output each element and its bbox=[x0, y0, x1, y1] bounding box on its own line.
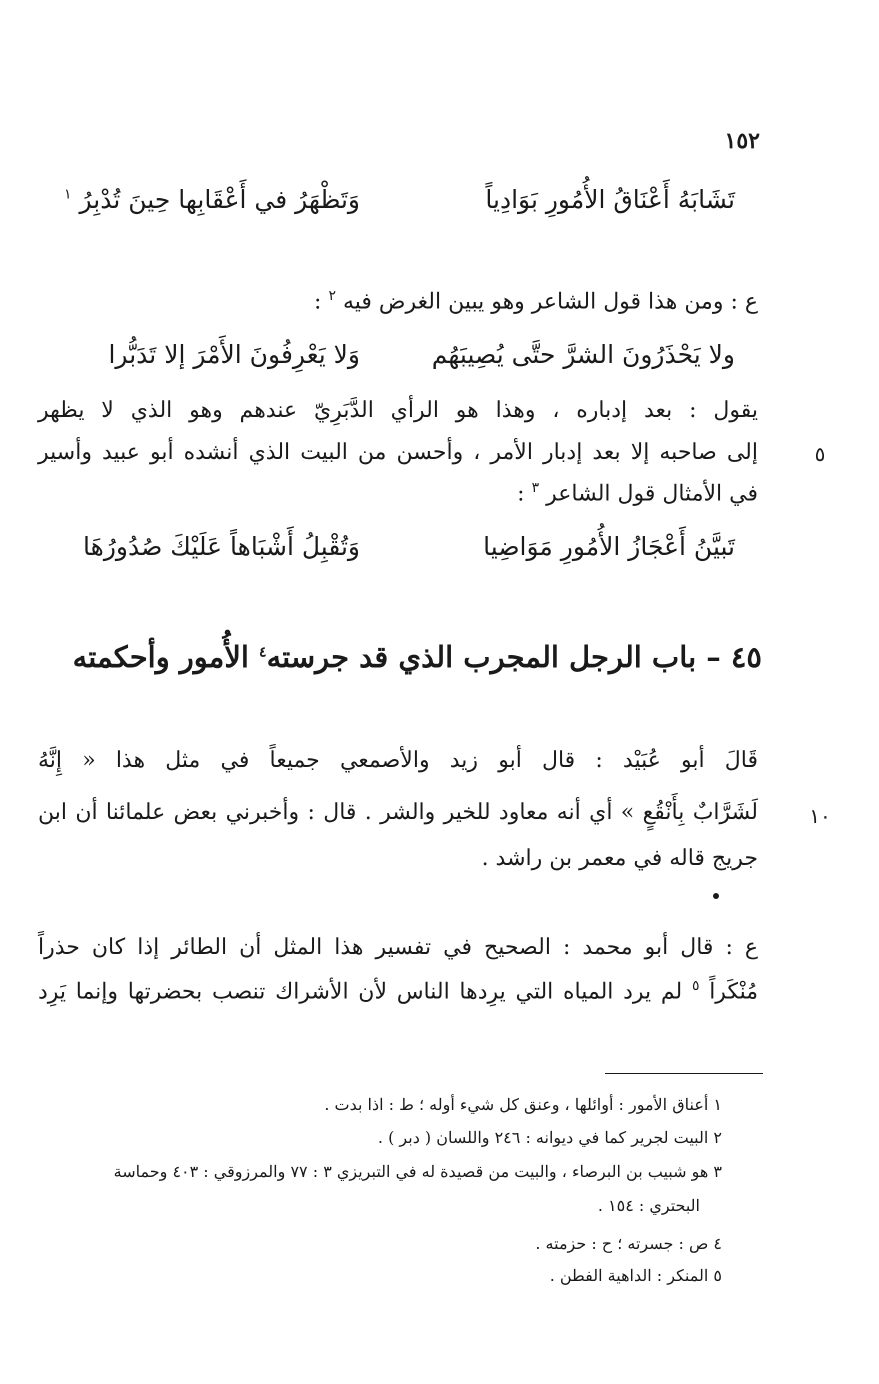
verse-1-second-hemistich bbox=[60, 185, 360, 214]
paragraph-1-line-1 bbox=[200, 288, 758, 314]
footnote-1-text: أعناق الأمور : أوائلها ، وعنق كل شيء أوله ؛ ط : اذا بدت . bbox=[324, 1095, 709, 1114]
footnote-3-continuation: البحتري : ١٥٤ . bbox=[597, 1196, 700, 1215]
chapter-heading-text-a: ٤٥ – باب الرجل المجرب الذي قد جرسته bbox=[266, 640, 762, 674]
verse-3-second-hemistich: وَتُقْبِلُ أَشْبَاهاً عَلَيْكَ صُدُورُهَا bbox=[83, 532, 360, 561]
footnote-2 bbox=[10, 1128, 722, 1147]
margin-line-number-10: ١٠ bbox=[809, 804, 831, 828]
footnote-1-number: ١ bbox=[713, 1095, 722, 1114]
ink-dot bbox=[713, 893, 719, 899]
paragraph-1-colon: : bbox=[314, 289, 322, 315]
paragraph-4-line-2 bbox=[38, 978, 758, 1004]
footnote-5 bbox=[10, 1266, 722, 1285]
page-number: ١٥٢ bbox=[724, 128, 760, 154]
footnote-2-text: البيت لجرير كما في ديوانه : ٢٤٦ واللسان ( دبر ) . bbox=[377, 1128, 709, 1147]
chapter-heading bbox=[40, 640, 762, 674]
footnote-4-text: ص : جسرته ؛ ح : حزمته . bbox=[535, 1234, 709, 1253]
footnote-marker-1: ١ bbox=[63, 186, 72, 203]
paragraph-2-line-2: إلى صاحبه إلا بعد إدبار الأمر ، وأحسن من البيت الذي أنشده أبو عبيد وأسير bbox=[38, 440, 758, 465]
footnote-marker-3: ٣ bbox=[531, 480, 540, 496]
footnote-4 bbox=[10, 1234, 722, 1253]
footnote-1 bbox=[10, 1095, 722, 1114]
footnote-marker-2: ٢ bbox=[328, 288, 336, 304]
paragraph-2-line-3-text: في الأمثال قول الشاعر bbox=[546, 481, 758, 507]
margin-line-number-5: ٥ bbox=[814, 442, 826, 466]
footnote-marker-5: ٥ bbox=[691, 978, 700, 994]
paragraph-2-colon: : bbox=[517, 481, 525, 507]
footnote-2-number: ٢ bbox=[713, 1128, 722, 1147]
verse-1-second-hemistich-text: وَتَظْهَرُ في أَعْقَابِها حِينَ تُدْبِرُ bbox=[79, 185, 360, 214]
footnote-4-number: ٤ bbox=[713, 1234, 722, 1253]
chapter-heading-text-b: الأُمور وأحكمته bbox=[72, 640, 249, 674]
footnote-3-number: ٣ bbox=[713, 1162, 722, 1181]
verse-1-first-hemistich: تَشَابَهُ أَعْنَاقُ الأُمُورِ بَوَادِياً bbox=[485, 185, 735, 214]
footnote-5-text: المنكر : الداهية الفطن . bbox=[549, 1266, 709, 1285]
paragraph-4-line-2-text: لم يرد المياه التي يرِدها الناس لأن الأشراك تنصب بحضرتها وإنما يَرِد bbox=[38, 979, 683, 1005]
footnote-3-text: هو شبيب بن البرصاء ، والبيت من قصيدة له في التبريزي ٣ : ٧٧ والمرزوقي : ٤٠٣ وحماسة bbox=[113, 1162, 709, 1181]
footnote-5-number: ٥ bbox=[713, 1266, 722, 1285]
paragraph-4-word: مُنْكَراً bbox=[709, 979, 759, 1005]
paragraph-4-line-1: ع : قال أبو محمد : الصحيح في تفسير هذا المثل أن الطائر إذا كان حذراً bbox=[38, 935, 758, 960]
footnote-marker-4: ٤ bbox=[259, 644, 267, 661]
paragraph-3-line-2: لَشَرَّابٌ بِأَنْقُعٍ » أي أنه معاود للخير والشر . قال : وأخبرني بعض علمائنا أن ابن bbox=[38, 800, 758, 825]
paragraph-1-text: ع : ومن هذا قول الشاعر وهو يبين الغرض فيه bbox=[342, 289, 758, 315]
paragraph-3-line-1: قَالَ أبو عُبَيْد : قال أبو زيد والأصمعي جميعاً في مثل هذا « إِنَّهُ bbox=[38, 748, 758, 773]
verse-2-first-hemistich: ولا يَحْذَرُونَ الشرَّ حتَّى يُصِيبَهُم bbox=[431, 340, 735, 369]
paragraph-2-line-1: يقول : بعد إدباره ، وهذا هو الرأي الدَّبَرِيّ عندهم وهو الذي لا يظهر bbox=[38, 398, 758, 423]
verse-3-first-hemistich: تَبيَّنُ أَعْجَازُ الأُمُورِ مَوَاضِيا bbox=[483, 532, 735, 561]
footnote-3 bbox=[10, 1162, 722, 1181]
paragraph-2-line-3 bbox=[200, 480, 758, 506]
paragraph-3-line-3: جريج قاله في معمر بن راشد . bbox=[481, 846, 758, 871]
footnote-separator bbox=[605, 1073, 763, 1074]
verse-2-second-hemistich: وَلا يَعْرِفُونَ الأَمْرَ إلا تَدَبُّرا bbox=[108, 340, 360, 369]
